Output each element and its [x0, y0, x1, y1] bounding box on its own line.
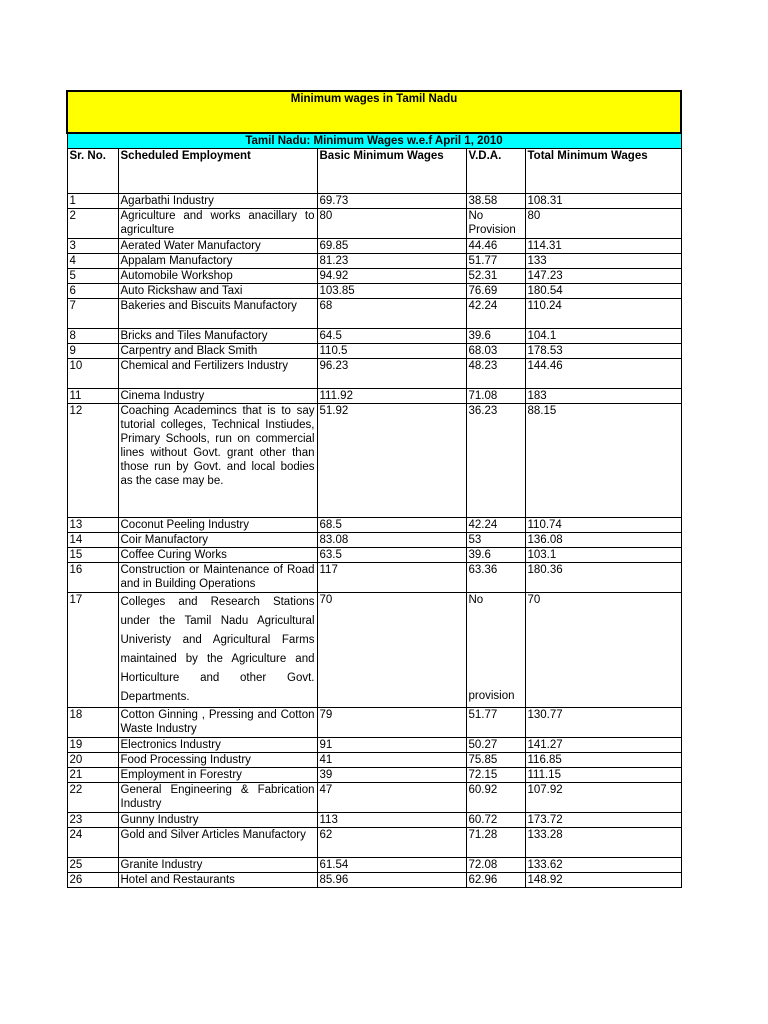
cell-total: 148.92	[525, 873, 681, 888]
cell-vda: 39.6	[466, 548, 525, 563]
header-cell-employment: Scheduled Employment	[118, 149, 317, 194]
cell-total: 80	[525, 209, 681, 239]
cell-employment: Coconut Peeling Industry	[118, 518, 317, 533]
cell-sr-no: 13	[67, 518, 118, 533]
cell-sr-no: 15	[67, 548, 118, 563]
table-row	[67, 269, 681, 284]
cell-vda: 53	[466, 533, 525, 548]
cell-sr-no: 8	[67, 329, 118, 344]
cell-total: 103.1	[525, 548, 681, 563]
cell-employment: Coaching Academincs that is to say tutorial colleges, Technical Instiudes, Primary Schools, run on commercial lines without Govt. grant other than those run by Govt. and local bodies as the case may be.	[118, 404, 317, 518]
header-cell-vda: V.D.A.	[466, 149, 525, 194]
cell-employment: Electronics Industry	[118, 738, 317, 753]
cell-sr-no: 4	[67, 254, 118, 269]
table-row	[67, 533, 681, 548]
cell-total: 130.77	[525, 708, 681, 738]
table-row	[67, 563, 681, 593]
cell-total: 111.15	[525, 768, 681, 783]
table-row	[67, 858, 681, 873]
cell-employment: Gunny Industry	[118, 813, 317, 828]
table-row	[67, 548, 681, 563]
cell-basic: 63.5	[317, 548, 466, 563]
table-row	[67, 518, 681, 533]
table-row	[67, 768, 681, 783]
cell-total: 183	[525, 389, 681, 404]
cell-employment: Gold and Silver Articles Manufactory	[118, 828, 317, 858]
cell-total: 173.72	[525, 813, 681, 828]
cell-total: 178.53	[525, 344, 681, 359]
cell-basic: 96.23	[317, 359, 466, 389]
cell-vda: 62.96	[466, 873, 525, 888]
cell-sr-no: 21	[67, 768, 118, 783]
cell-employment: Granite Industry	[118, 858, 317, 873]
cell-vda: 44.46	[466, 239, 525, 254]
cell-basic: 47	[317, 783, 466, 813]
cell-employment: Construction or Maintenance of Road and in Building Operations	[118, 563, 317, 593]
cell-sr-no: 11	[67, 389, 118, 404]
cell-basic: 39	[317, 768, 466, 783]
page-title: Minimum wages in Tamil Nadu	[67, 91, 681, 133]
cell-vda: 72.08	[466, 858, 525, 873]
cell-employment: Carpentry and Black Smith	[118, 344, 317, 359]
cell-basic: 85.96	[317, 873, 466, 888]
cell-employment: Bricks and Tiles Manufactory	[118, 329, 317, 344]
cell-employment: Auto Rickshaw and Taxi	[118, 284, 317, 299]
header-cell-total: Total Minimum Wages	[525, 149, 681, 194]
cell-sr-no: 18	[67, 708, 118, 738]
cell-basic: 61.54	[317, 858, 466, 873]
cell-basic: 91	[317, 738, 466, 753]
cell-vda: 52.31	[466, 269, 525, 284]
cell-total: 70	[525, 593, 681, 708]
cell-vda: 51.77	[466, 708, 525, 738]
cell-employment: Appalam Manufactory	[118, 254, 317, 269]
cell-basic: 117	[317, 563, 466, 593]
cell-basic: 110.5	[317, 344, 466, 359]
wages-table	[66, 90, 682, 888]
cell-sr-no: 12	[67, 404, 118, 518]
cell-employment: Cinema Industry	[118, 389, 317, 404]
cell-total: 110.24	[525, 299, 681, 329]
cell-employment: Coir Manufactory	[118, 533, 317, 548]
cell-total: 110.74	[525, 518, 681, 533]
cell-vda: No Provision	[466, 209, 525, 239]
cell-vda: 48.23	[466, 359, 525, 389]
cell-basic: 62	[317, 828, 466, 858]
cell-total: 104.1	[525, 329, 681, 344]
table-row	[67, 299, 681, 329]
cell-total: 133.62	[525, 858, 681, 873]
cell-basic: 79	[317, 708, 466, 738]
cell-total: 107.92	[525, 783, 681, 813]
cell-basic: 103.85	[317, 284, 466, 299]
cell-total: 108.31	[525, 194, 681, 209]
table-row	[67, 194, 681, 209]
cell-sr-no: 3	[67, 239, 118, 254]
cell-vda	[466, 593, 525, 708]
cell-vda: 76.69	[466, 284, 525, 299]
table-row	[67, 239, 681, 254]
cell-employment: Automobile Workshop	[118, 269, 317, 284]
cell-sr-no: 24	[67, 828, 118, 858]
table-row	[67, 404, 681, 518]
cell-sr-no: 7	[67, 299, 118, 329]
cell-basic: 113	[317, 813, 466, 828]
cell-vda: 63.36	[466, 563, 525, 593]
cell-sr-no: 20	[67, 753, 118, 768]
cell-vda: 50.27	[466, 738, 525, 753]
cell-employment: Employment in Forestry	[118, 768, 317, 783]
table-body	[67, 194, 681, 888]
table-row	[67, 738, 681, 753]
cell-employment: Cotton Ginning , Pressing and Cotton Waste Industry	[118, 708, 317, 738]
table-row	[67, 344, 681, 359]
cell-basic: 80	[317, 209, 466, 239]
cell-basic: 94.92	[317, 269, 466, 284]
cell-sr-no: 23	[67, 813, 118, 828]
cell-vda: 36.23	[466, 404, 525, 518]
cell-employment: Bakeries and Biscuits Manufactory	[118, 299, 317, 329]
cell-basic: 68.5	[317, 518, 466, 533]
cell-basic: 111.92	[317, 389, 466, 404]
cell-basic: 81.23	[317, 254, 466, 269]
cell-basic: 69.85	[317, 239, 466, 254]
cell-vda-line2: provision	[468, 690, 515, 702]
cell-basic: 83.08	[317, 533, 466, 548]
cell-sr-no: 26	[67, 873, 118, 888]
cell-employment: Hotel and Restaurants	[118, 873, 317, 888]
cell-vda: 75.85	[466, 753, 525, 768]
cell-sr-no: 10	[67, 359, 118, 389]
cell-vda: 39.6	[466, 329, 525, 344]
cell-total: 144.46	[525, 359, 681, 389]
cell-total: 116.85	[525, 753, 681, 768]
cell-sr-no: 1	[67, 194, 118, 209]
cell-basic: 41	[317, 753, 466, 768]
cell-vda-line1: No	[468, 594, 484, 606]
cell-basic: 69.73	[317, 194, 466, 209]
cell-basic: 70	[317, 593, 466, 708]
table-row	[67, 389, 681, 404]
cell-total: 133	[525, 254, 681, 269]
cell-sr-no: 22	[67, 783, 118, 813]
cell-sr-no: 19	[67, 738, 118, 753]
cell-employment: Agriculture and works anacillary to agriculture	[118, 209, 317, 239]
table-row	[67, 284, 681, 299]
cell-employment: Aerated Water Manufactory	[118, 239, 317, 254]
cell-vda: 71.08	[466, 389, 525, 404]
table-row	[67, 254, 681, 269]
table-row	[67, 359, 681, 389]
cell-sr-no: 6	[67, 284, 118, 299]
cell-basic: 68	[317, 299, 466, 329]
cell-employment: Coffee Curing Works	[118, 548, 317, 563]
cell-sr-no: 17	[67, 593, 118, 708]
cell-vda: 51.77	[466, 254, 525, 269]
cell-sr-no: 16	[67, 563, 118, 593]
cell-sr-no: 25	[67, 858, 118, 873]
cell-vda: 71.28	[466, 828, 525, 858]
cell-total: 133.28	[525, 828, 681, 858]
cell-vda: 60.92	[466, 783, 525, 813]
cell-sr-no: 2	[67, 209, 118, 239]
table-row	[67, 873, 681, 888]
cell-employment: Colleges and Research Stations under the Tamil Nadu Agricultural Univeristy and Agricultural Farms maintained by the Agriculture and Horticulture and other Govt. Departments.	[118, 593, 317, 708]
cell-employment: Food Processing Industry	[118, 753, 317, 768]
table-row	[67, 813, 681, 828]
cell-employment: Agarbathi Industry	[118, 194, 317, 209]
cell-vda: 60.72	[466, 813, 525, 828]
cell-vda: 42.24	[466, 518, 525, 533]
table-row	[67, 329, 681, 344]
header-cell-sr-no: Sr. No.	[67, 149, 118, 194]
table-row	[67, 828, 681, 858]
cell-sr-no: 14	[67, 533, 118, 548]
cell-employment: General Engineering & Fabrication Industry	[118, 783, 317, 813]
cell-sr-no: 5	[67, 269, 118, 284]
header-cell-basic: Basic Minimum Wages	[317, 149, 466, 194]
cell-total: 180.36	[525, 563, 681, 593]
table-row	[67, 783, 681, 813]
header-row	[67, 149, 681, 194]
cell-basic: 51.92	[317, 404, 466, 518]
table-row	[67, 593, 681, 708]
cell-employment: Chemical and Fertilizers Industry	[118, 359, 317, 389]
cell-vda: 68.03	[466, 344, 525, 359]
cell-total: 147.23	[525, 269, 681, 284]
cell-vda: 42.24	[466, 299, 525, 329]
cell-basic: 64.5	[317, 329, 466, 344]
table-row	[67, 209, 681, 239]
cell-vda: 72.15	[466, 768, 525, 783]
table-row	[67, 708, 681, 738]
table-row	[67, 753, 681, 768]
cell-vda: 38.58	[466, 194, 525, 209]
cell-total: 114.31	[525, 239, 681, 254]
cell-total: 180.54	[525, 284, 681, 299]
table-subtitle: Tamil Nadu: Minimum Wages w.e.f April 1, 2010	[67, 133, 681, 149]
cell-total: 136.08	[525, 533, 681, 548]
cell-sr-no: 9	[67, 344, 118, 359]
cell-total: 88.15	[525, 404, 681, 518]
cell-total: 141.27	[525, 738, 681, 753]
